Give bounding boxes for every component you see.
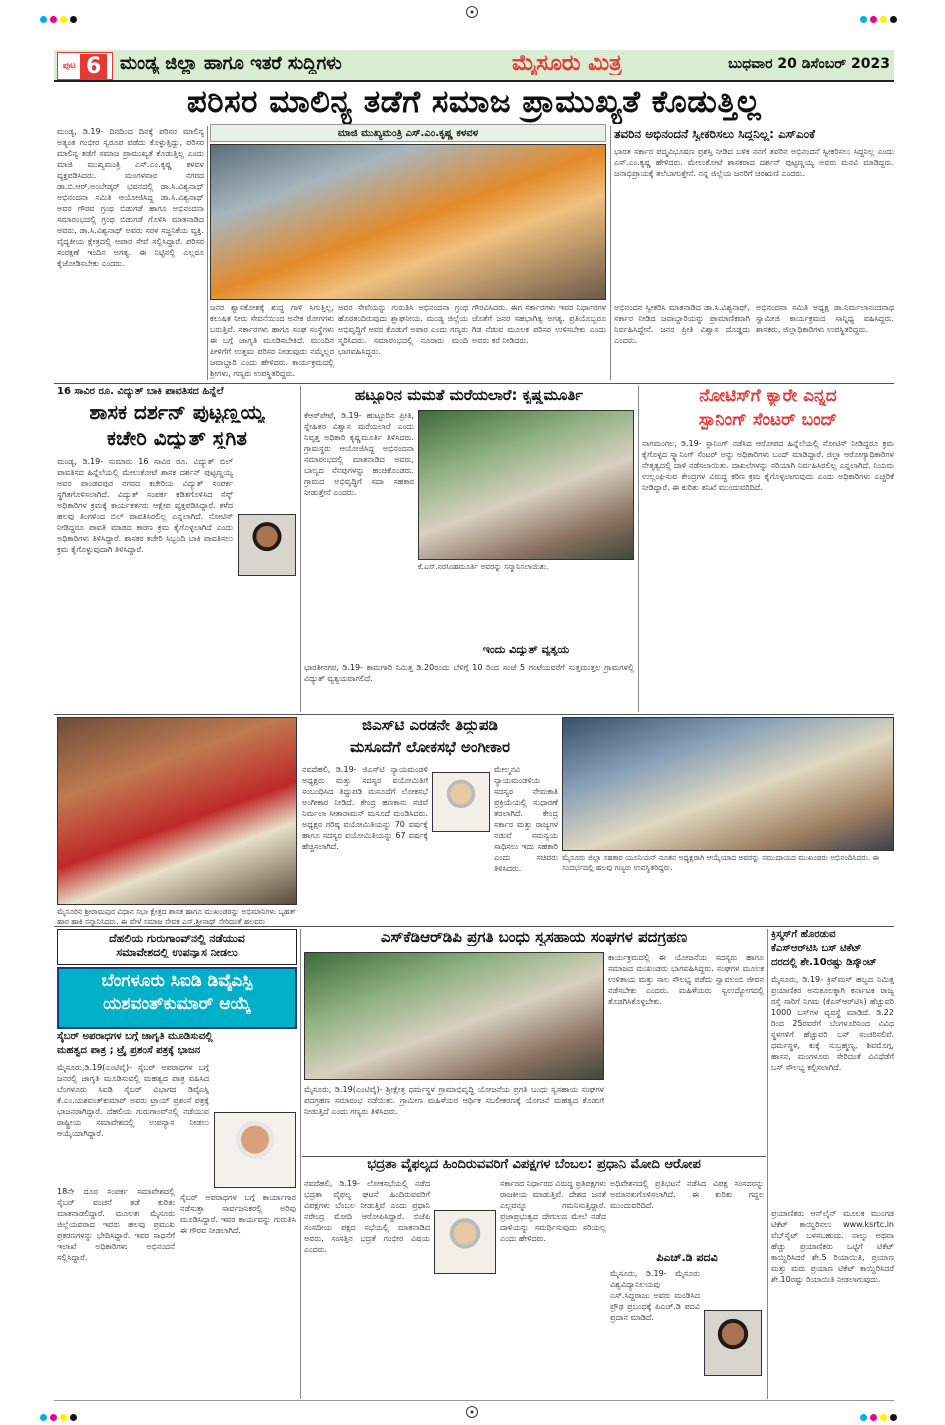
rule <box>207 126 208 380</box>
gst-portrait <box>432 772 490 832</box>
lead-photo <box>210 144 606 300</box>
delhi-box <box>57 929 297 965</box>
felicitation-photo-caption: ಮೈಸೂರು ಜಿಲ್ಲಾ ಸಹಕಾರ ಯೂನಿಯನ್ ನೂತನ ಅಧ್ಯಕ್ಷರಾಗಿ ಆಯ್ಕೆಯಾದ ಅವರನ್ನು ಸಮುದಾಯದ ಮುಖಂಡರು ಅಭಿನಂದಿಸಿದರು. ಈ ಸಂದರ್ಭದಲ್ಲಿ ಹಲವು ಗಣ್ಯರು ಉಪಸ್ಥಿತರಿದ್ದರು. <box>562 853 879 872</box>
modi-body-3: ಅಧಿವೇಶನದಲ್ಲಿ ಪ್ರತಿಭಟನೆ ನಡೆಸಿದ ವಿಪಕ್ಷ ಸಂಸದರನ್ನು ಅಮಾನತುಗೊಳಿಸಲಾಗಿದೆ. ಈ ಕುರಿತು ಗದ್ದಲ ಮುಂದುವರಿದಿದೆ. <box>610 1179 764 1210</box>
cyber-body-3: ಸೈಬರ್ ಅಪರಾಧಗಳ ಬಗ್ಗೆ ಕಾರ್ಯಾಗಾರ ನಡೆಸುತ್ತಾ ಸಾರ್ವಜನಿಕರಲ್ಲಿ ಅರಿವು ಮೂಡಿಸಿದ್ದಾರೆ. ಇವರ ಕಾರ್ಯವನ್ನು ಗುರುತಿಸಿ ಈ ಗೌರವ ನೀಡಲಾಗಿದೆ. <box>180 1193 296 1235</box>
gst-headline-line2: ಮಸೂದೆಗೆ ಲೋಕಸಭೆ ಅಂಗೀಕಾರ <box>349 740 511 756</box>
story3-photo-caption: ಕೆ.ಎಸ್.ನರಸಿಂಹಮೂರ್ತಿ ಅವರನ್ನು ಸನ್ಮಾನಿಸಲಾಯಿತು. <box>418 562 549 571</box>
story2-headline-line2: ಕಚೇರಿ ವಿದ್ಯುತ್ ಸ್ಥಗಿತ <box>107 428 247 449</box>
story3-headline: ಹಟ್ಟೂರಿನ ಮಮತೆ ಮರೆಯಲಾರೆ: ಕೃಷ್ಣಮೂರ್ತಿ <box>354 388 584 404</box>
rule <box>300 386 301 712</box>
dysp-portrait <box>214 1112 296 1188</box>
page-number-badge <box>57 52 113 80</box>
rule <box>767 929 768 1399</box>
phd-body: ಮೈಸೂರು, ಡಿ.19- ಮೈಸೂರು ವಿಶ್ವವಿದ್ಯಾನಿಲಯವು ಎಸ್.ಸಿದ್ದರಾಜು ಅವರು ಮಂಡಿಸಿದ ಪ್ರೌಢ ಪ್ರಬಂಧಕ್ಕೆ ಪಿಎಚ್.ಡಿ ಪದವಿ ಪ್ರದಾನ ಮಾಡಿದೆ. <box>610 1269 700 1322</box>
cid-box <box>57 967 297 1029</box>
side-story-body-3: ಅಭಿನಂದನಾ ಸಮಿತಿ ಅಧ್ಯಕ್ಷ ಡಾ.ನಿರ್ಮಲಾನಂದನಾಥ ಸ್ವಾಮೀಜಿ ಕಾರ್ಯಕ್ರಮದ ಸಾನ್ನಿಧ್ಯ ವಹಿಸಿದ್ದರು. ಶಾಸಕರು, ಜಿಲ್ಲಾಧಿಕಾರಿಗಳು ಉಪಸ್ಥಿತರಿದ್ದರು. <box>756 303 894 334</box>
cyber-body: ಮೈಸೂರು,ಡಿ.19(ಎಂಟಿವೈ)- ಸೈಬರ್ ಅಪರಾಧಗಳ ಬಗ್ಗೆ ಜನರಲ್ಲಿ ಜಾಗೃತಿ ಮೂಡಿಸುವಲ್ಲಿ ಮಹತ್ವದ ಪಾತ್ರ ವಹಿಸಿದ ಬೆಂಗಳೂರು ಸಿಐಡಿ ಸೈಬರ್ ವಿಭಾಗದ ಡಿವೈಎಸ್ಪಿ ಕೆ.ಎಂ.ಯಶವಂತ್‌ಕುಮಾರ್ ಅವರು ಟ್ರಾಯ್ ಪ್ರಶಂಸೆ ಪತ್ರಕ್ಕೆ ಭಾಜನರಾಗಿದ್ದಾರೆ. ದೆಹಲಿಯ ಗುರುಗಾಂವ್‌ನಲ್ಲಿ ನಡೆಯುವ ರಾಷ್ಟ್ರೀಯ ಸಮಾವೇಶದಲ್ಲಿ ಉಪನ್ಯಾಸ ನೀಡಲು ಆಯ್ಕೆಯಾಗಿದ್ದಾರೆ. <box>57 1063 209 1138</box>
story3-subbody: ಭಾರತೀನಗರ, ಡಿ.19- ಕಾಮಗಾರಿ ನಿಮಿತ್ತ ಡಿ.20ರಂದು ಬೆಳಿಗ್ಗೆ 10 ರಿಂದ ಸಂಜೆ 5 ಗಂಟೆಯವರೆಗೆ ಸುತ್ತಮುತ್ತಲ ಗ್ರಾಮಗಳಲ್ಲಿ ವಿದ್ಯುತ್ ವ್ಯತ್ಯಯವಾಗಲಿದೆ. <box>304 663 634 683</box>
gst-body-2: ಮೇಲ್ಮನವಿ ನ್ಯಾಯಮಂಡಳಿಯ ಸದಸ್ಯರ ನೇಮಕಾತಿ ಪ್ರಕ್ರಿಯೆಯಲ್ಲಿ ಸುಧಾರಣೆ ತರಲಾಗಿದೆ. ಕೇಂದ್ರ ಸರ್ಕಾರ ಮತ್ತು ರಾಜ್ಯಗಳ ನಡುವೆ ಸಮನ್ವಯ ಸಾಧಿಸಲು ಇದು ಸಹಕಾರಿ ಎಂದು ಸಚಿವರು ತಿಳಿಸಿದರು. <box>494 765 558 873</box>
story4-headline-line2: ಸ್ಪಾನಿಂಗ್ ಸೆಂಟರ್ ಬಂದ್ <box>698 412 838 430</box>
ksrtc-headline-line3: ದರದಲ್ಲಿ ಶೇ.10ರಷ್ಟು ಡಿಸ್ಕೌಂಟ್ <box>771 958 877 968</box>
garland-photo-caption: ಮೈಸೂರಿನ ಶ್ರೀರಾಮಪುರ ವಿಧಾನ ಸಭಾ ಕ್ಷೇತ್ರದ ಶಾಸಕ ಹಾಗೂ ಮುಖಂಡರನ್ನು ಅಭಿಮಾನಿಗಳು ಬೃಹತ್ ಹಾರ ಹಾಕಿ ಸನ್ಮಾನಿಸಿದರು. ಈ ವೇಳೆ ಸಮಾಜ ಸೇವಕ ಎಸ್.ಶ್ರೀನಾಥ್ ಸೇರಿದಂತೆ ಹಲವರು <box>57 907 296 926</box>
skdrdp-headline: ಎಸ್‌ಕೆಡಿಆರ್‌ಡಿಪಿ ಪ್ರಗತಿ ಬಂಧು ಸ್ವಸಹಾಯ ಸಂಘಗಳ ಪದಗ್ರಹಣ <box>380 930 688 946</box>
modi-portrait <box>434 1210 496 1274</box>
color-dots-top-right <box>860 8 900 27</box>
skdrdp-body-2: ಕಾರ್ಯಕ್ರಮದಲ್ಲಿ ಈ ಯೋಜನೆಯ ಸದಸ್ಯರು ಹಾಗೂ ಸಮಾಜದ ಮುಖಂಡರು ಭಾಗವಹಿಸಿದ್ದರು. ಸಂಘಗಳ ಮೂಲಕ ಉಳಿತಾಯ ಮತ್ತು ಸಾಲ ಸೌಲಭ್ಯ ಪಡೆದು ಸ್ವಾವಲಂಬಿ ಜೀವನ ನಡೆಸಬೇಕು ಎಂದರು. ಮಹಿಳೆಯರು ಸ್ವಉದ್ಯೋಗದಲ್ಲಿ ತೊಡಗಿಸಿಕೊಳ್ಳಬೇಕು. <box>608 953 764 1006</box>
section-title: ಮಂಡ್ಯ ಜಿಲ್ಲಾ ಹಾಗೂ ಇತರೆ ಸುದ್ದಿಗಳು <box>120 55 342 74</box>
story2-portrait <box>238 514 296 576</box>
delhi-box-line2: ಸಮಾವೇಶದಲ್ಲಿ ಉಪನ್ಯಾಸ ನೀಡಲು <box>116 946 238 959</box>
cid-box-line2: ಯಶವಂತ್‌ಕುಮಾರ್ ಆಯ್ಕೆ <box>103 995 251 1014</box>
registration-mark-top <box>466 6 478 18</box>
page-number: 6 <box>80 54 107 79</box>
side-story-headline: ತವರಿನ ಅಭಿನಂದನೆ ಸ್ವೀಕರಿಸಲು ಸಿದ್ಧನಿಲ್ಲ: ಎಸ್‌ಎಂಕೆ <box>614 128 815 141</box>
registration-mark-bottom <box>466 1406 478 1418</box>
modi-headline: ಭದ್ರತಾ ವೈಫಲ್ಯದ ಹಿಂದಿರುವವರಿಗೆ ವಿಪಕ್ಷಗಳ ಬೆಂಬಲ: ಪ್ರಧಾನಿ ಮೋದಿ ಆರೋಪ <box>367 1158 701 1172</box>
rule <box>300 929 301 1399</box>
side-story-body-2: ಅಭಿನಂದನ ಸ್ವೀಕರಿಸಿ ಮಾತನಾಡಿದ ಡಾ.ಸಿ.ವಿಶ್ವನಾಥ್, ಸರ್ಕಾರ ನೀಡಿದ ಜವಾಬ್ದಾರಿಯನ್ನು ಪ್ರಾಮಾಣಿಕವಾಗಿ ನಿರ್ವಹಿಸಿದ್ದೇನೆ. ಜನರ ಪ್ರೀತಿ ವಿಶ್ವಾಸ ದೊಡ್ಡದು ಎಂದರು. <box>614 303 750 345</box>
ksrtc-body: ಮೈಸೂರು, ಡಿ.19- ಕ್ರಿಸ್‌ಮಸ್ ಹಬ್ಬದ ನಿಮಿತ್ತ ಪ್ರಯಾಣಿಕರ ಅನುಕೂಲಕ್ಕಾಗಿ ಕರ್ನಾಟಕ ರಾಜ್ಯ ರಸ್ತೆ ಸಾರಿಗೆ ನಿಗಮ (ಕೆಎಸ್‌ಆರ್‌ಟಿಸಿ) ಹೆಚ್ಚುವರಿ 1000 ಬಸ್‌ಗಳ ವ್ಯವಸ್ಥೆ ಮಾಡಿದೆ. ಡಿ.22 ರಿಂದ 25ರವರೆಗೆ ಬೆಂಗಳೂರಿನಿಂದ ವಿವಿಧ ಸ್ಥಳಗಳಿಗೆ ಹೆಚ್ಚುವರಿ ಬಸ್ ಸಂಚರಿಸಲಿವೆ. ಧರ್ಮಸ್ಥಳ, ಕುಕ್ಕೆ ಸುಬ್ರಹ್ಮಣ್ಯ, ಶಿವಮೊಗ್ಗ, ಹಾಸನ, ಮಂಗಳೂರು ಸೇರಿದಂತೆ ವಿವಿಧೆಡೆಗೆ ಬಸ್ ಸೌಲಭ್ಯ ಕಲ್ಪಿಸಲಾಗಿದೆ. <box>771 975 894 1072</box>
accent-underline <box>54 1400 894 1401</box>
page-label: ಪುಟ <box>62 61 76 71</box>
gst-headline-line1: ಜಿಎಸ್‌ಟಿ ಎರಡನೇ ತಿದ್ದುಪಡಿ <box>362 718 498 734</box>
lead-body-col2: ಜನರ ಶ್ವಾಸಕೋಶಕ್ಕೆ ಶುದ್ಧ ಗಾಳಿ ಸಿಗುತ್ತಿಲ್ಲ, ಕಲುಷಿತ ನೀರು ಸೇವನೆಯಿಂದ ಅನೇಕ ರೋಗಗಳು ಬರುತ್ತಿವೆ. ಸರ್ಕಾರಗಳು ಹಾಗೂ ಸಂಘ ಸಂಸ್ಥೆಗಳು ಈ ಬಗ್ಗೆ ಜಾಗೃತಿ ಮೂಡಿಸಬೇಕಿದೆ. ಮುಂದಿನ ಪೀಳಿಗೆಗೆ ಉತ್ತಮ ಪರಿಸರ ನೀಡುವುದು ನಮ್ಮೆಲ್ಲರ ಜವಾಬ್ದಾರಿ ಎಂದು ಹೇಳಿದರು. ಕಾರ್ಯಕ್ರಮದಲ್ಲಿ ಶ್ರೀಗಳು, ಗಣ್ಯರು ಉಪಸ್ಥಿತರಿದ್ದರು. <box>210 303 334 378</box>
ksrtc-headline-line1: ಕ್ರಿಸ್ಮಸ್‌ಗೆ ಹೊರಡುವ <box>771 930 836 940</box>
cyber-body-2: 18ನೇ ದೂರ ಸಂಪರ್ಕ ಸಮಾವೇಶದಲ್ಲಿ ಸೈಬರ್ ವಂಚನೆ ತಡೆ ಕುರಿತು ಮಾತನಾಡಲಿದ್ದಾರೆ. ಮೂಲತಃ ಮೈಸೂರು ಜಿಲ್ಲೆಯವರಾದ ಇವರು ಹಲವು ಪ್ರಮುಖ ಪ್ರಕರಣಗಳನ್ನು ಭೇದಿಸಿದ್ದಾರೆ. ಇವರ ಸಾಧನೆಗೆ ಇಲಾಖೆ ಅಧಿಕಾರಿಗಳು ಅಭಿನಂದನೆ ಸಲ್ಲಿಸಿದ್ದಾರೆ. <box>57 1187 175 1262</box>
ksrtc-headline-line2: ಕೆಎಸ್‌ಆರ್‌ಟಿಸಿ ಬಸ್ ಟಿಕೆಟ್ <box>771 944 862 954</box>
phd-subhead: ಪಿಎಚ್.ಡಿ ಪದವಿ <box>656 1252 718 1264</box>
delhi-box-line1: ದೆಹಲಿಯ ಗುರುಗಾಂವ್‌ನಲ್ಲಿ ನಡೆಯುವ <box>109 933 245 945</box>
issue-date: ಬುಧವಾರ 20 ಡಿಸೆಂಬರ್ 2023 <box>728 57 890 72</box>
lead-body-col3: ಅವರ ಸೇವೆಯನ್ನು ಗುರುತಿಸಿ ಅಭಿನಂದನಾ ಗ್ರಂಥ ಹೊರತಂದಿರುವುದು ಶ್ಲಾಘನೀಯ. ಮಂಡ್ಯ ಜಿಲ್ಲೆಯ ಅಭಿವೃದ್ಧಿಗೆ ಅವರ ಕೊಡುಗೆ ಅಪಾರ ಎಂದು ಗಣ್ಯರು ಸ್ಮರಿಸಿದರು. ಸಮಾರಂಭದಲ್ಲಿ ನೂರಾರು ಮಂದಿ ಭಾಗವಹಿಸಿದ್ದರು. <box>338 303 468 356</box>
modi-body: ನವದೆಹಲಿ, ಡಿ.19- ಲೋಕಸಭೆಯಲ್ಲಿ ನಡೆದ ಭದ್ರತಾ ವೈಫಲ್ಯ ಘಟನೆ ಹಿಂದಿರುವವರಿಗೆ ವಿಪಕ್ಷಗಳು ಬೆಂಬಲ ನೀಡುತ್ತಿವೆ ಎಂದು ಪ್ರಧಾನಿ ನರೇಂದ್ರ ಮೋದಿ ಆರೋಪಿಸಿದ್ದಾರೆ. ಬಿಜೆಪಿ ಸಂಸದೀಯ ಪಕ್ಷದ ಸಭೆಯಲ್ಲಿ ಮಾತನಾಡಿದ ಅವರು, ಸಂಸತ್ತಿನ ಭದ್ರತೆ ಗಂಭೀರ ವಿಷಯ ಎಂದರು. <box>304 1179 430 1254</box>
cid-box-line1: ಬೆಂಗಳೂರು ಸಿಐಡಿ ಡಿವೈಎಸ್ಪಿ <box>101 973 253 991</box>
story3-subhead: ಇಂದು ವಿದ್ಯುತ್ ವ್ಯತ್ಯಯ <box>482 644 570 656</box>
garland-photo <box>57 717 297 905</box>
gst-body: ನವದೆಹಲಿ, ಡಿ.19- ಜಿಎಸ್‌ಟಿ ನ್ಯಾಯಮಂಡಳಿ ಅಧ್ಯಕ್ಷರು ಮತ್ತು ಸದಸ್ಯರ ವಯೋಮಿತಿಗೆ ಸಂಬಂಧಿಸಿದ ತಿದ್ದುಪಡಿ ಮಸೂದೆಗೆ ಲೋಕಸಭೆ ಅಂಗೀಕಾರ ನೀಡಿದೆ. ಕೇಂದ್ರ ಹಣಕಾಸು ಸಚಿವೆ ನಿರ್ಮಲಾ ಸೀತಾರಾಮನ್ ಮಸೂದೆ ಮಂಡಿಸಿದರು. ಅಧ್ಯಕ್ಷರ ಗರಿಷ್ಠ ವಯೋಮಿತಿಯನ್ನು 70 ವರ್ಷಕ್ಕೆ ಹಾಗೂ ಸದಸ್ಯರ ವಯೋಮಿತಿಯನ್ನು 67 ವರ್ಷಕ್ಕೆ ಹೆಚ್ಚಿಸಲಾಗಿದೆ. <box>302 765 428 851</box>
color-dots-bottom-right <box>860 1406 900 1425</box>
lead-headline: ಪರಿಸರ ಮಾಲಿನ್ಯ ತಡೆಗೆ ಸಮಾಜ ಪ್ರಾಮುಖ್ಯತೆ ಕೊಡುತ್ತಿಲ್ಲ <box>186 86 762 120</box>
rule <box>54 383 894 384</box>
felicitation-photo <box>562 717 894 851</box>
color-dots-bottom-left <box>40 1406 80 1425</box>
cyber-subhead-line2: ಮಹತ್ವದ ಪಾತ್ರ ; ಟ್ರೈ ಪ್ರಶಂಸೆ ಪತ್ರಕ್ಕೆ ಭಾಜನ <box>57 1046 201 1056</box>
lead-body-col4: ಗೌರವಿಸಿದರು. ಈಗ ಸರ್ಕಾರಗಳು ಇವರ ನಿರ್ಧಾರಗಳ ಜೊತೆಗೆ ಜನರ ಸಹಭಾಗಿತ್ವ ಅಗತ್ಯ. ಪ್ರತಿಯೊಬ್ಬರೂ ಗಿಡ ನೆಡುವ ಮೂಲಕ ಪರಿಸರ ಉಳಿಸಬೇಕು ಎಂದು ಅವರು ಕರೆ ನೀಡಿದರು. <box>472 303 606 345</box>
story4-body: ನಾಗಮಂಗಲ, ಡಿ.19- ಸ್ಪಾನಿಂಗ್ ನಡೆಸಿದ ಆರೋಪದ ಹಿನ್ನೆಲೆಯಲ್ಲಿ ನೋಟಿಸ್ ನೀಡಿದ್ದರೂ ಕ್ರಮ ಕೈಗೊಳ್ಳದ ಸ್ಕ್ಯಾನಿಂಗ್ ಸೆಂಟರ್ ಅನ್ನು ಅಧಿಕಾರಿಗಳು ಬಂದ್ ಮಾಡಿದ್ದಾರೆ. ಜಿಲ್ಲಾ ಆರೋಗ್ಯಾಧಿಕಾರಿಗಳ ನೇತೃತ್ವದಲ್ಲಿ ದಾಳಿ ನಡೆಸಲಾಯಿತು. ದಾಖಲೆಗಳನ್ನು ಸರಿಯಾಗಿ ನಿರ್ವಹಿಸಿರಲಿಲ್ಲ ಎನ್ನಲಾಗಿದೆ. ನಿಯಮ ಉಲ್ಲಂಘಿಸುವ ಕೇಂದ್ರಗಳ ವಿರುದ್ಧ ಕಠಿಣ ಕ್ರಮ ಕೈಗೊಳ್ಳಲಾಗುವುದು ಎಂದು ಅಧಿಕಾರಿಗಳು ಎಚ್ಚರಿಕೆ ನೀಡಿದ್ದಾರೆ. ಈ ಕುರಿತು ತನಿಖೆ ಮುಂದುವರಿದಿದೆ. <box>642 439 894 492</box>
story3-photo <box>418 410 634 560</box>
ksrtc-body-2: ಪ್ರಯಾಣಿಕರು ಆನ್‌ಲೈನ್ ಮೂಲಕ ಮುಂಗಡ ಟಿಕೆಟ್ ಕಾಯ್ದಿರಿಸಲು www.ksrtc.in ವೆಬ್‌ಸೈಟ್ ಬಳಸಬಹುದು. ನಾಲ್ಕು ಅಥವಾ ಹೆಚ್ಚು ಪ್ರಯಾಣಿಕರು ಒಟ್ಟಿಗೆ ಟಿಕೆಟ್ ಕಾಯ್ದಿರಿಸಿದರೆ ಶೇ.5 ರಿಯಾಯಿತಿ, ಪ್ರಯಾಣ ಮತ್ತು ಮರು ಪ್ರಯಾಣ ಟಿಕೆಟ್ ಕಾಯ್ದಿರಿಸಿದರೆ ಶೇ.10ರಷ್ಟು ರಿಯಾಯಿತಿ ನೀಡಲಾಗುವುದು. <box>771 1209 894 1284</box>
paper-name: ಮೈಸೂರು ಮಿತ್ರ <box>512 52 622 76</box>
lead-photo-caption: ಮಾಜಿ ಮುಖ್ಯಮಂತ್ರಿ ಎಸ್.ಎಂ.ಕೃಷ್ಣ ಕಳವಳ <box>337 127 479 139</box>
phd-portrait <box>704 1310 762 1376</box>
rule <box>302 1156 766 1157</box>
cyber-subhead-line1: ಸೈಬರ್ ಅಪರಾಧಗಳ ಬಗ್ಗೆ ಜಾಗೃತಿ ಮೂಡಿಸುವಲ್ಲಿ <box>57 1032 213 1042</box>
rule <box>638 386 639 712</box>
skdrdp-body: ಮೈಸೂರು, ಡಿ.19(ಎಂಟಿವೈ)- ಶ್ರೀಕ್ಷೇತ್ರ ಧರ್ಮಸ್ಥಳ ಗ್ರಾಮಾಭಿವೃದ್ಧಿ ಯೋಜನೆಯ ಪ್ರಗತಿ ಬಂಧು ಸ್ವಸಹಾಯ ಸಂಘಗಳ ಪದಗ್ರಹಣ ಸಮಾರಂಭ ನಡೆಯಿತು. ಗ್ರಾಮೀಣ ಮಹಿಳೆಯರ ಆರ್ಥಿಕ ಸಬಲೀಕರಣಕ್ಕೆ ಯೋಜನೆ ಮಹತ್ವದ ಕೊಡುಗೆ ನೀಡುತ್ತಿದೆ ಎಂದು ಗಣ್ಯರು ತಿಳಿಸಿದರು. <box>304 1085 604 1116</box>
lead-body-col1: ಮಂಡ್ಯ, ಡಿ.19- ದಿನದಿಂದ ದಿನಕ್ಕೆ ಪರಿಸರ ಮಾಲಿನ್ಯ ಅತ್ಯಂತ ಗಂಭೀರ ಸ್ವರೂಪ ಪಡೆದು ಕೊಳ್ಳುತ್ತಿದ್ದು, ಪರಿಸರ ಮಾಲಿನ್ಯ ತಡೆಗೆ ಸಮಾಜ ಪ್ರಾಮುಖ್ಯತೆ ಕೊಡುತ್ತಿಲ್ಲ ಎಂದು ಮಾಜಿ ಮುಖ್ಯಮಂತ್ರಿ ಎಸ್.ಎಂ.ಕೃಷ್ಣ ಕಳವಳ ವ್ಯಕ್ತಪಡಿಸಿದರು. ಮಂಗಳವಾರ ನಗರದ ಡಾ.ಬಿ.ಆರ್.ಅಂಬೇಡ್ಕರ್ ಭವನದಲ್ಲಿ ಡಾ.ಸಿ.ವಿಶ್ವನಾಥ್ ಅಭಿನಂದನಾ ಸಮಿತಿ ಆಯೋಜಿಸಿದ್ದ ಡಾ.ಸಿ.ವಿಶ್ವನಾಥ್ ಅವರ ಗೌರವ ಗ್ರಂಥ ಬಿಡುಗಡೆ ಹಾಗೂ ಅಭಿನಂದನಾ ಸಮಾರಂಭದಲ್ಲಿ ಗ್ರಂಥ ಬಿಡುಗಡೆ ಗೊಳಿಸಿ ಮಾತನಾಡಿದ ಅವರು, ಡಾ.ಸಿ.ವಿಶ್ವನಾಥ್ ಅವರು ಸರಳ ಸಜ್ಜನಿಕೆಯ ವ್ಯಕ್ತಿ. ವೈದ್ಯಕೀಯ ಕ್ಷೇತ್ರದಲ್ಲಿ ಅಪಾರ ಸೇವೆ ಸಲ್ಲಿಸಿದ್ದಾರೆ. ಪರಿಸರ ಸಂರಕ್ಷಣೆ ಇಂದಿನ ಅಗತ್ಯ. ಈ ನಿಟ್ಟಿನಲ್ಲಿ ಎಲ್ಲರೂ ಕೈಜೋಡಿಸಬೇಕು ಎಂದರು. <box>57 127 204 268</box>
color-dots-top-left <box>40 8 80 27</box>
rule <box>610 126 611 380</box>
story2-headline-line1: ಶಾಸಕ ದರ್ಶನ್ ಪುಟ್ಟಣ್ಣಯ್ಯ <box>89 402 265 423</box>
story2-body: ಮಂಡ್ಯ, ಡಿ.19- ಸುಮಾರು 16 ಸಾವಿರ ರೂ. ವಿದ್ಯುತ್ ಬಿಲ್ ಪಾವತಿಸದ ಹಿನ್ನೆಲೆಯಲ್ಲಿ ಮೇಲುಕೋಟೆ ಶಾಸಕ ದರ್ಶನ್ ಪುಟ್ಟಣ್ಣಯ್ಯ ಅವರ ಪಾಂಡವಪುರ ನಗರದ ಕಚೇರಿಯ ವಿದ್ಯುತ್ ಸಂಪರ್ಕ ಸ್ಥಗಿತಗೊಳಿಸಲಾಗಿದೆ. ವಿದ್ಯುತ್ ಸಂಪರ್ಕ ಕಡಿತಗೊಳಿಸಿದ ಸೆಸ್ಕ್ ಅಧಿಕಾರಿಗಳ ಕ್ರಮಕ್ಕೆ ಕಾರ್ಯಕರ್ತರು ಆಕ್ಷೇಪ ವ್ಯಕ್ತಪಡಿಸಿದ್ದಾರೆ. ಕಳೆದ ಹಲವು ತಿಂಗಳಿಂದ ಬಿಲ್ ಪಾವತಿಸಿರಲಿಲ್ಲ ಎನ್ನಲಾಗಿದೆ. ನೋಟಿಸ್ ನೀಡಿದ್ದರೂ ಪಾವತಿ ಮಾಡದ ಕಾರಣ ಕ್ರಮ ಕೈಗೊಳ್ಳಲಾಗಿದೆ ಎಂದು ಅಧಿಕಾರಿಗಳು ತಿಳಿಸಿದ್ದಾರೆ. ಶಾಸಕರ ಕಚೇರಿ ಸಿಬ್ಬಂದಿ ಬಾಕಿ ಪಾವತಿಸಲು ಕ್ರಮ ಕೈಗೊಳ್ಳುವುದಾಗಿ ತಿಳಿಸಿದ್ದಾರೆ. <box>57 457 233 554</box>
side-story-body: ಭಾರತ ಸರ್ಕಾರ ಪದ್ಮವಿಭೂಷಣ ಪ್ರಶಸ್ತಿ ನೀಡಿದ ಬಳಿಕ ನನಗೆ ತವರಿನ ಅಭಿನಂದನೆ ಸ್ವೀಕರಿಸಲು ಸಿದ್ಧನಿಲ್ಲ ಎಂದು ಎಸ್.ಎಂ.ಕೃಷ್ಣ ಹೇಳಿದರು. ಮೇಲುಕೋಟೆ ಶಾಸಕರಾದ ದರ್ಶನ್ ಪುಟ್ಟಣ್ಣಯ್ಯ ಅವರು ಮನವಿ ಮಾಡಿದ್ದರು. ಜನಾಭಿಪ್ರಾಯಕ್ಕೆ ತಲೆಬಾಗುತ್ತೇನೆ. ನನ್ನ ಜಿಲ್ಲೆಯ ಜನರಿಗೆ ಚಿರಋಣಿ ಎಂದರು. <box>614 147 894 178</box>
skdrdp-photo <box>304 952 604 1080</box>
story4-headline-line1: ನೋಟಿಸ್‌ಗೆ ಕ್ಯಾರೇ ಎನ್ನದ <box>699 388 837 406</box>
story3-body: ಕೆಆರ್‌ಪೇಟೆ, ಡಿ.19- ಹುಟ್ಟೂರಿನ ಪ್ರೀತಿ, ಸ್ನೇಹಿತರ ವಿಶ್ವಾಸ ಮರೆಯಲಾರೆ ಎಂದು ನಿವೃತ್ತ ಅಧಿಕಾರಿ ಕೃಷ್ಣಮೂರ್ತಿ ತಿಳಿಸಿದರು. ಗ್ರಾಮಸ್ಥರು ಆಯೋಜಿಸಿದ್ದ ಅಭಿನಂದನಾ ಸಮಾರಂಭದಲ್ಲಿ ಮಾತನಾಡಿದ ಅವರು, ಬಾಲ್ಯದ ನೆನಪುಗಳನ್ನು ಹಂಚಿಕೊಂಡರು. ಗ್ರಾಮದ ಅಭಿವೃದ್ಧಿಗೆ ಸದಾ ಸಹಕಾರ ನೀಡುತ್ತೇನೆ ಎಂದರು. <box>304 411 414 497</box>
story2-strap: 16 ಸಾವಿರ ರೂ. ವಿದ್ಯುತ್ ಬಾಕಿ ಪಾವತಿಸದ ಹಿನ್ನೆಲೆ <box>57 386 297 400</box>
lead-photo-caption-bar <box>210 124 606 142</box>
modi-body-2: ಸರ್ಕಾರದ ನಿರ್ಧಾರದ ವಿರುದ್ಧ ಪ್ರತಿಪಕ್ಷಗಳು ರಾಜಕೀಯ ಮಾಡುತ್ತಿವೆ. ದೇಶದ ಜನತೆ ಎಲ್ಲವನ್ನೂ ಗಮನಿಸುತ್ತಿದ್ದಾರೆ. ಪ್ರಜಾಪ್ರಭುತ್ವದ ದೇಗುಲದ ಮೇಲೆ ನಡೆದ ದಾಳಿಯನ್ನು ಸಮರ್ಥಿಸುವುದು ಸರಿಯಲ್ಲ ಎಂದು ಹೇಳಿದರು. <box>500 1179 606 1243</box>
rule <box>54 926 894 927</box>
rule <box>54 714 894 715</box>
